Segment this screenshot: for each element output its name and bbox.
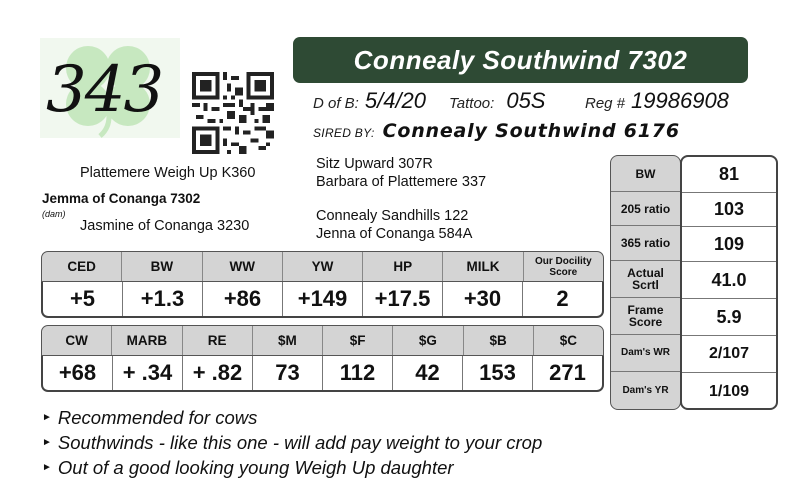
- stat-label-dams-yr: Dam's YR: [622, 384, 669, 396]
- lot-number: 343: [46, 53, 163, 127]
- epd-value-marb: + .34: [113, 356, 183, 390]
- stat-label-frame-score: Frame Score: [611, 298, 680, 335]
- epd-value-cw: +68: [43, 356, 113, 390]
- remark-text: Out of a good looking young Weigh Up daughter: [57, 457, 454, 478]
- epd-header-cw: CW: [42, 326, 112, 355]
- dob-field: [313, 88, 426, 114]
- stat-value-bw: 81: [682, 157, 776, 193]
- reg-field: [585, 88, 729, 114]
- epd-header-dollar-c: $C: [559, 333, 577, 348]
- bullet-icon: ►: [42, 462, 52, 473]
- animal-name: Connealy Southwind 7302: [353, 44, 688, 75]
- dam-tag: (dam): [42, 209, 66, 219]
- epd-header-milk: MILK: [443, 252, 523, 281]
- sire-dam: Barbara of Plattemere 337: [316, 174, 487, 190]
- lot-number-badge: [40, 38, 180, 138]
- epd-value-milk: +30: [443, 282, 523, 316]
- epd-header-row: [41, 325, 604, 356]
- sire-dam-dam: Jenna of Conanga 584A: [316, 226, 473, 242]
- epd-header-marb: MARB: [112, 326, 182, 355]
- sire-name: Connealy Southwind 6176: [382, 120, 680, 142]
- sire-label: SIRED BY:: [313, 126, 375, 140]
- bullet-icon: ►: [42, 437, 52, 448]
- performance-stats-table: [610, 155, 778, 410]
- epd-value-dollar-m: 73: [253, 356, 323, 390]
- stat-label-scrotal: Actual Scrtl: [611, 261, 680, 298]
- epd-value-re: + .82: [183, 356, 253, 390]
- stat-label-205-ratio: 205 ratio: [611, 192, 680, 226]
- stat-label-bw: BW: [611, 156, 680, 192]
- animal-name-banner: [293, 37, 748, 83]
- stat-value-365-ratio: 109: [682, 227, 776, 262]
- epd-value-row: [41, 356, 604, 392]
- epd-header-re: RE: [183, 326, 253, 355]
- epd-value-ced: +5: [43, 282, 123, 316]
- epd-value-dollar-b: 153: [463, 356, 533, 390]
- epd-value-row: [41, 282, 604, 318]
- epd-header-dollar-b: $B: [464, 326, 534, 355]
- epd-value-dollar-g: 42: [393, 356, 463, 390]
- epd-header-bw: BW: [122, 252, 202, 281]
- epd-value-ww: +86: [203, 282, 283, 316]
- tattoo-label: Tattoo:: [449, 95, 495, 112]
- stats-value-column: [680, 155, 778, 410]
- epd-header-hp: HP: [363, 252, 443, 281]
- reg-label: Reg #: [585, 95, 626, 112]
- qr-code-icon[interactable]: [192, 72, 274, 154]
- list-item: [42, 430, 542, 455]
- epd-value-docility: 2: [556, 286, 569, 311]
- sire-sire: Sitz Upward 307R: [316, 156, 433, 172]
- epd-header-yw: YW: [283, 252, 363, 281]
- dob-label: D of B:: [313, 95, 359, 112]
- remarks-list: [42, 405, 542, 480]
- epd-header-ced: CED: [42, 252, 122, 281]
- epd-header-ww: WW: [203, 252, 283, 281]
- stat-value-frame-score: 5.9: [682, 299, 776, 336]
- epd-header-dollar-g: $G: [393, 326, 463, 355]
- epd-value-hp: +17.5: [363, 282, 443, 316]
- epd-table-carcass: [41, 325, 604, 392]
- sire-line: [313, 120, 680, 142]
- stats-label-column: [610, 155, 681, 410]
- dam-sire: Plattemere Weigh Up K360: [80, 165, 256, 181]
- remark-text: Recommended for cows: [57, 407, 258, 428]
- stat-value-205-ratio: 103: [682, 193, 776, 227]
- dam-dam: Jasmine of Conanga 3230: [80, 218, 250, 234]
- stat-value-dams-yr: 1/109: [708, 382, 750, 400]
- stat-label-dams-wr: Dam's WR: [611, 335, 680, 372]
- epd-header-dollar-m: $M: [253, 326, 323, 355]
- reg-value: 19986908: [631, 88, 729, 113]
- tattoo-value: 05S: [506, 88, 546, 113]
- tattoo-field: [449, 88, 545, 114]
- stat-value-dams-wr: 2/107: [682, 336, 776, 373]
- epd-header-row: [41, 251, 604, 282]
- bullet-icon: ►: [42, 412, 52, 423]
- epd-value-bw: +1.3: [123, 282, 203, 316]
- epd-value-dollar-f: 112: [323, 356, 393, 390]
- epd-value-dollar-c: 271: [549, 360, 586, 385]
- epd-value-yw: +149: [283, 282, 363, 316]
- stat-value-scrotal: 41.0: [682, 262, 776, 299]
- dam-name: Jemma of Conanga 7302: [42, 191, 201, 206]
- list-item: [42, 405, 542, 430]
- epd-header-dollar-f: $F: [323, 326, 393, 355]
- sire-dam-sire: Connealy Sandhills 122: [316, 208, 469, 224]
- remark-text: Southwinds - like this one - will add pay weight to your crop: [57, 432, 543, 453]
- epd-table-growth: [41, 251, 604, 318]
- epd-header-docility: Our Docility Score: [534, 255, 592, 278]
- list-item: [42, 455, 542, 480]
- stat-label-365-ratio: 365 ratio: [611, 226, 680, 261]
- dob-value: 5/4/20: [364, 88, 427, 113]
